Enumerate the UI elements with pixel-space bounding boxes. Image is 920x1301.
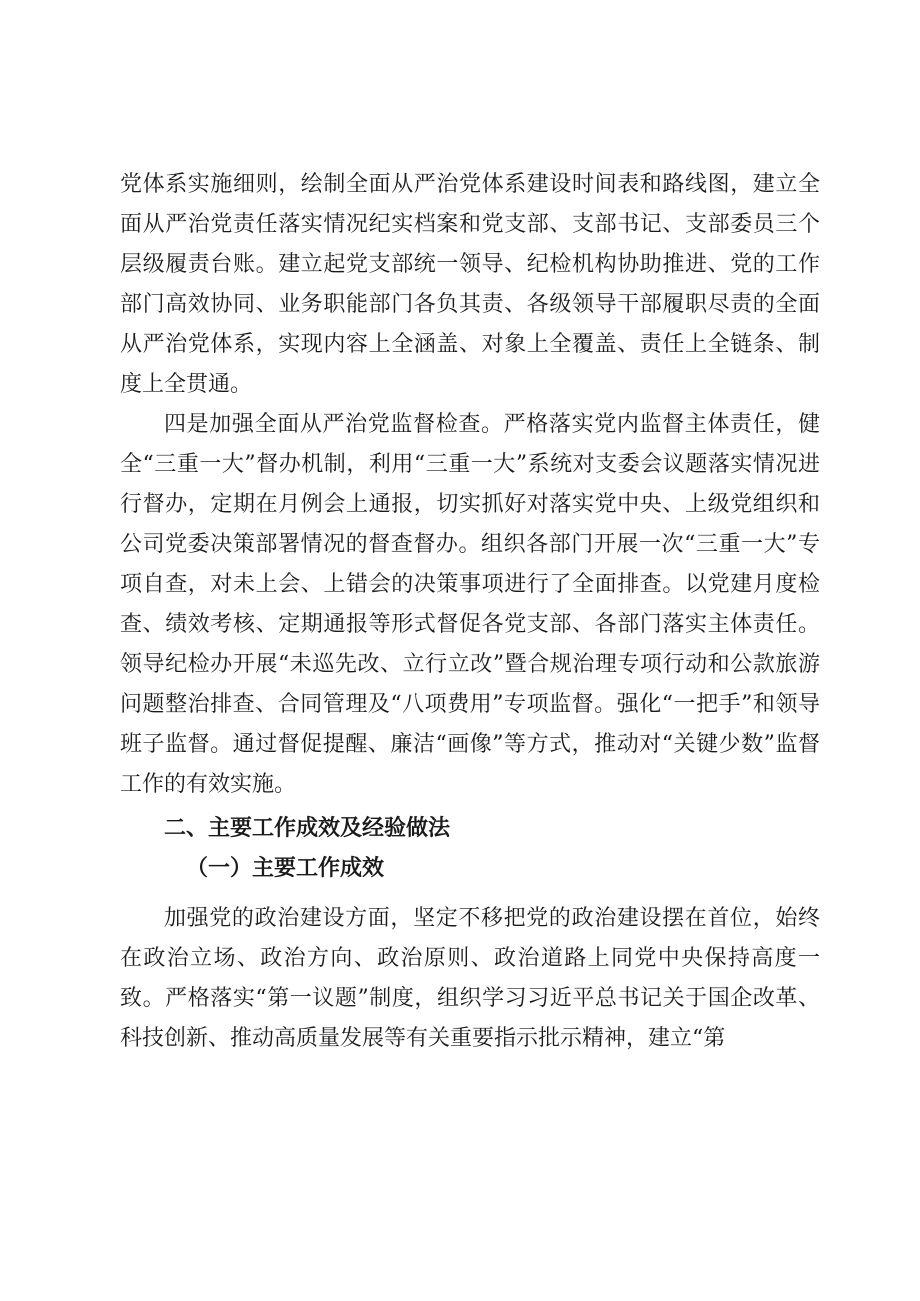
paragraph-supervision: 四是加强全面从严治党监督检查。严格落实党内监督主体责任，健全“三重一大”督办机制，利用“三重一大”系统对支委会议题落实情况进行督办，定期在月例会上通报，切实抓好对落实党中央、上级党组织和公司党委决策部署情况的督查督办。组织各部门开展一次“三重一大”专项自查，对未上会、上错会的决策事项进行了全面排查。以党建月度检查、绩效考核、定期通报等形式督促各党支部、各部门落实主体责任。领导纪检办开展“未巡先改、立行立改”暨合规治理专项行动和公款旅游问题整治排查、合同管理及“八项费用”专项监督。强化“一把手”和领导班子监督。通过督促提醒、廉洁“画像”等方式，推动对“关键少数”监督工作的有效实施。 <box>120 412 820 797</box>
section-heading: 二、主要工作成效及经验做法 <box>164 816 451 841</box>
paragraph-continued: 党体系实施细则，绘制全面从严治党体系建设时间表和路线图，建立全面从严治党责任落实情况纪实档案和党支部、支部书记、支部委员三个层级履责台账。建立起党支部统一领导、纪检机构协助推进、党的工作部门高效协同、业务职能部门各负其责、各级领导干部履职尽责的全面从严治党体系，实现内容上全涵盖、对象上全覆盖、责任上全链条、制度上全贯通。 <box>120 172 820 397</box>
subsection-heading: （一）主要工作成效 <box>186 856 385 881</box>
document-body <box>120 165 820 1059</box>
paragraph-political-building: 加强党的政治建设方面，坚定不移把党的政治建设摆在首位，始终在政治立场、政治方向、政治原则、政治道路上同党中央保持高度一致。严格落实“第一议题”制度，组织学习习近平总书记关于国企改革、科技创新、推动高质量发展等有关重要指示批示精神，建立“第 <box>120 906 820 1051</box>
